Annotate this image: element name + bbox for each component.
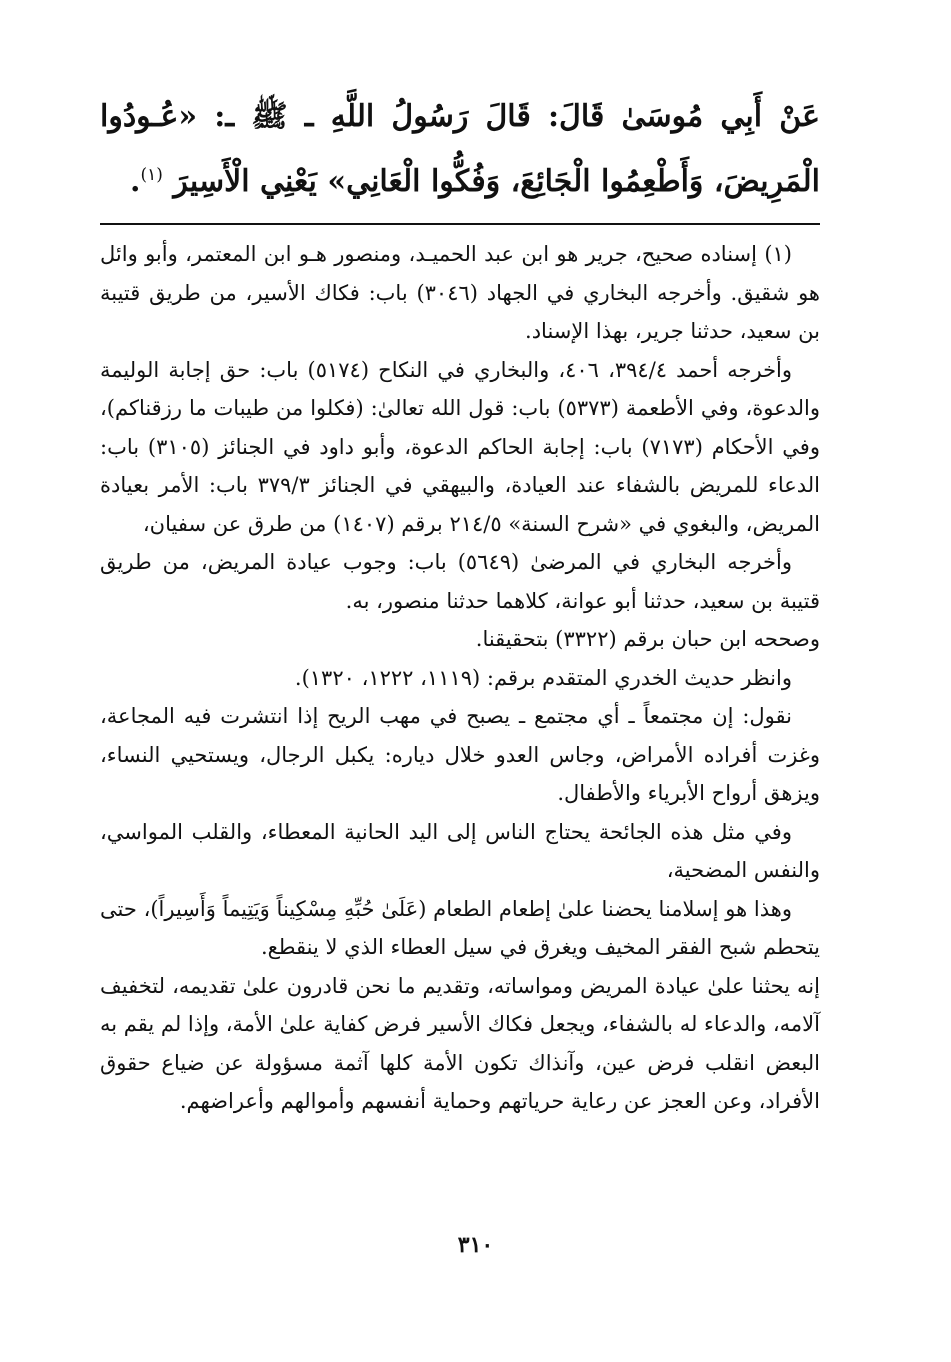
page-number: ٣١٠ [457,1232,494,1258]
footnote-paragraph: وأخرجه البخاري في المرضىٰ (٥٦٤٩) باب: وجوب عيادة المريض، من طريق قتيبة بن سعيد، حدثنا أبو عوانة، كلاهما حدثنا منصور، به. [100,550,820,613]
page-body [100,88,820,1121]
commentary-paragraph: وفي مثل هذه الجائحة يحتاج الناس إلى اليد الحانية المعطاء، والقلب المواسي، والنفس المضحية، [100,819,820,882]
commentary-paragraph: وهذا هو إسلامنا يحضنا علىٰ إطعام الطعام (عَلَىٰ حُبِّهِ مِسْكِيناً وَيَتِيماً وَأَسِيراً)، حتى يتحطم شبح الفقر المخيف ويغرق في سيل العطاء الذي لا ينقطع. [100,896,820,959]
footnote-paragraph: وأخرجه أحمد ٣٩٤/٤، ٤٠٦، والبخاري في النكاح (٥١٧٤) باب: حق إجابة الوليمة والدعوة، وفي الأطعمة (٥٣٧٣) باب: قول الله تعالىٰ: (فكلوا من طيبات ما رزقناكم)، وفي الأحكام (٧١٧٣) باب: إجابة الحاكم الدعوة، وأبو داود في الجنائز (٣١٠٥) باب: الدعاء للمريض بالشفاء عند العيادة، والبيهقي في الجنائز ٣٧٩/٣ باب: الأمر بعيادة المريض، والبغوي في «شرح السنة» ٢١٤/٥ برقم (١٤٠٧) من طرق عن سفيان، [100,357,821,536]
commentary-paragraph: نقول: إن مجتمعاً ـ أي مجتمع ـ يصبح في مهب الريح إذا انتشرت فيه المجاعة، وغزت أفراده الأمراض، وجاس العدو خلال دياره: يكبل الرجال، ويستحيي النساء، ويزهق أرواح الأبرياء والأطفال. [100,704,820,805]
footnote-paragraph: وصححه ابن حبان برقم (٣٣٢٢) بتحقيقنا. [475,627,820,651]
footnote-paragraph: (١) إسناده صحيح، جرير هو ابن عبد الحميـد، ومنصور هـو ابن المعتمر، وأبو وائل هو شقيق. وأخرجه البخاري في الجهاد (٣٠٤٦) باب: فكاك الأسير، من طريق قتيبة بن سعيد، حدثنا جرير، بهذا الإسناد. [100,242,820,343]
footnote-reference: (١) [140,165,163,185]
hadith-text [100,88,820,217]
hadith-end: . [130,164,141,199]
hadith-body: عَنْ أَبِي مُوسَىٰ قَالَ: قَالَ رَسُولُ اللَّهِ ـ ﷺ ـ: «عُـودُوا الْمَرِيضَ، وَأَطْعِمُوا الْجَائِعَ، وَفُكُّوا الْعَانِي» يَعْنِي الْأَسِيرَ [100,99,820,199]
commentary-paragraph: إنه يحثنا علىٰ عيادة المريض ومواساته، وتقديم ما نحن قادرون علىٰ تقديمه، لتخفيف آلامه، والدعاء له بالشفاء، ويجعل فكاك الأسير فرض كفاية علىٰ الأمة، وإذا لم يقم به البعض انقلب فرض عين، وآنذاك تكون الأمة كلها آثمة مسؤولة عن ضياع حقوق الأفراد، وعن العجز عن رعاية حرياتهم وحماية أنفسهم وأموالهم وأعراضهم. [99,973,820,1113]
footnote-separator [100,223,820,225]
footnote-paragraph: وانظر حديث الخدري المتقدم برقم: (١١١٩، ١٢٢٢، ١٣٢٠). [294,665,792,690]
